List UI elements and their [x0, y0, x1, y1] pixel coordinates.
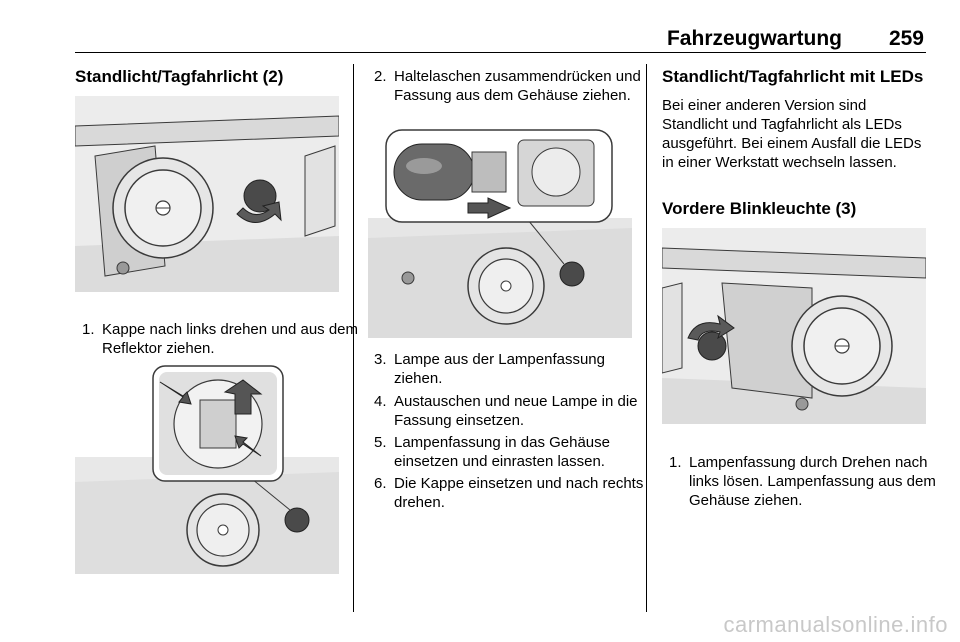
figure-headlamp-cap — [75, 96, 339, 292]
step-right-1 — [669, 453, 946, 510]
column-divider-2 — [646, 64, 647, 612]
step-text: Lampenfassung in das Gehäuse einsetzen und einrasten lassen. — [394, 434, 610, 470]
step-text: Kappe nach links drehen und aus dem Reflektor ziehen. — [102, 321, 359, 357]
step-number: 6. — [374, 475, 387, 492]
watermark-url: carmanualsonline.info — [723, 612, 948, 637]
step-number: 3. — [374, 351, 387, 368]
step-number: 1. — [669, 454, 682, 471]
step-text: Die Kappe einsetzen und nach rechts drehen. — [394, 475, 644, 511]
step-middle-4 — [374, 392, 656, 430]
figure-bulb-holder-tabs — [75, 362, 339, 574]
step-number: 1. — [82, 321, 95, 338]
step-text: Lampe aus der Lampenfassung ziehen. — [394, 351, 605, 387]
heading-blinker: Vordere Blinkleuchte (3) — [662, 199, 857, 218]
leds-paragraph: Bei einer anderen Version sind Standlicht und Tagfahrlicht als LEDs ausgeführt. Bei einem Ausfall die LEDs in einer Werkstatt wechseln lassen. — [662, 97, 922, 171]
step-text: Haltelaschen zusammendrücken und Fassung aus dem Gehäuse ziehen. — [394, 68, 641, 104]
heading-leds: Standlicht/Tagfahrlicht mit LEDs — [662, 67, 924, 86]
step-middle-2 — [374, 67, 656, 105]
page-number: 259 — [888, 27, 924, 50]
step-number: 4. — [374, 393, 387, 410]
step-left-1 — [82, 320, 359, 358]
step-number: 5. — [374, 434, 387, 451]
step-middle-3 — [374, 350, 656, 388]
figure-bulb-removal — [368, 128, 632, 338]
step-middle-6 — [374, 474, 656, 512]
step-text: Austauschen und neue Lampe in die Fassung einsetzen. — [394, 393, 638, 429]
step-number: 2. — [374, 68, 387, 85]
page-header — [75, 0, 926, 53]
figure-turn-signal — [662, 228, 926, 424]
section-title: Fahrzeugwartung — [666, 27, 842, 50]
step-middle-5 — [374, 433, 656, 471]
heading-standlicht: Standlicht/Tagfahrlicht (2) — [75, 67, 284, 86]
step-text: Lampenfassung durch Drehen nach links lösen. Lampenfassung aus dem Gehäuse ziehen. — [689, 454, 936, 509]
